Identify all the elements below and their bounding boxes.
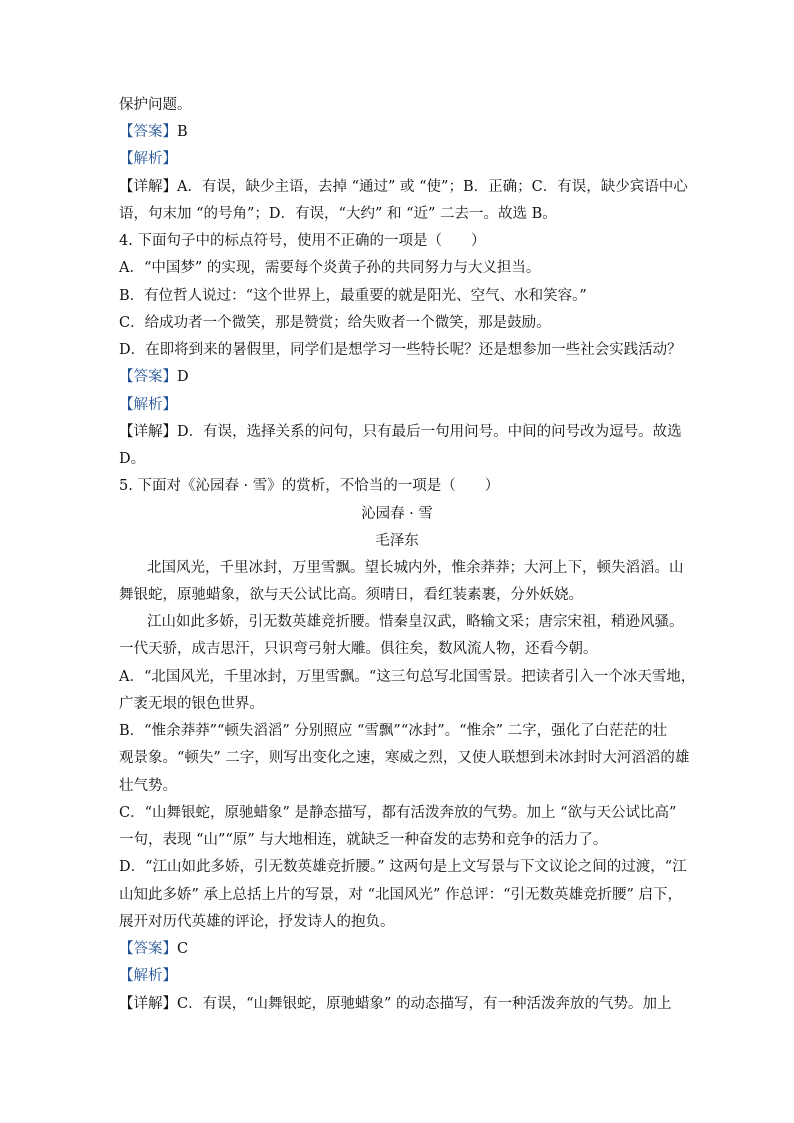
text-line: 一句，表现 “山”“原” 与大地相连，就缺乏一种奋发的志势和竞争的活力了。	[119, 832, 608, 848]
option-c: C．给成功者一个微笑，那是赞赏；给失败者一个微笑，那是鼓励。	[119, 315, 551, 331]
analysis-label: 【解析】	[119, 151, 177, 167]
detail-text: C．有误，“山舞银蛇，原驰蜡象” 的动态描写，有一种活泼奔放的气势。加上	[177, 996, 672, 1012]
text-line: 观景象。“顿失” 二字，则写出变化之速，寒威之烈，又使人联想到未冰封时大河滔滔的雄	[119, 750, 690, 766]
option-d: D．在即将到来的暑假里，同学们是想学习一些特长呢？还是想参加一些社会实践活动？	[119, 342, 682, 358]
option-a: A．“中国梦” 的实现，需要每个炎黄子孙的共同努力与大义担当。	[119, 260, 541, 276]
text-line: 语，句末加 “的号角”；D．有误，“大约” 和 “近” 二去一。故选 B。	[119, 206, 557, 222]
answer-line	[119, 121, 188, 143]
poem-author: 毛泽东	[375, 533, 419, 549]
analysis-label: 【解析】	[119, 397, 177, 413]
answer-line	[119, 938, 188, 960]
answer-label: 【答案】	[119, 941, 177, 957]
poem-line: 一代天骄，成吉思汗，只识弯弓射大雕。俱往矣，数风流人物，还看今朝。	[119, 641, 598, 657]
detail-text: D．有误，选择关系的问句，只有最后一句用问号。中间的问号改为逗号。故选	[177, 424, 682, 440]
detail-label: 【详解】	[119, 996, 177, 1012]
answer-value: B	[177, 124, 188, 140]
detail-line	[119, 421, 682, 443]
text-line: 山知此多娇” 承上总括上片的写景，对 “北国风光” 作总评：“引无数英雄竞折腰” 启下，	[119, 887, 682, 903]
text-line: D。	[119, 451, 146, 467]
answer-line	[119, 366, 189, 388]
option-b: B．有位哲人说过：“这个世界上，最重要的就是阳光、空气、水和笑容。”	[119, 288, 587, 304]
answer-value: C	[177, 941, 189, 957]
detail-label: 【详解】	[119, 424, 177, 440]
detail-text: A．有误，缺少主语，去掉 “通过” 或 “使”；B．正确；C．有误，缺少宾语中心	[177, 179, 688, 195]
question-line: 5. 下面对《沁园春 · 雪》的赏析，不恰当的一项是（ ）	[119, 478, 500, 494]
option-a: A．“北国风光，千里冰封，万里雪飘。“这三句总写北国雪景。把读者引入一个冰天雪地，	[119, 669, 696, 685]
detail-line	[119, 176, 688, 198]
option-c: C．“山舞银蛇，原驰蜡象” 是静态描写，都有活泼奔放的气势。加上 “欲与天公试比高”	[119, 805, 677, 821]
poem-line: 北国风光，千里冰封，万里雪飘。望长城内外，惟余莽莽；大河上下，顿失滔滔。山	[147, 560, 684, 576]
answer-label: 【答案】	[119, 369, 177, 385]
text-line: 保护问题。	[119, 97, 192, 113]
text-line: 广袤无垠的银色世界。	[119, 696, 264, 712]
detail-line	[119, 993, 672, 1015]
option-d: D．“江山如此多娇，引无数英雄竞折腰。” 这两句是上文写景与下文议论之间的过渡，“江	[119, 859, 687, 875]
analysis-label: 【解析】	[119, 968, 177, 984]
text-line: 壮气势。	[119, 778, 177, 794]
poem-title: 沁园春 · 雪	[361, 506, 433, 522]
answer-label: 【答案】	[119, 124, 177, 140]
question-line: 4. 下面句子中的标点符号，使用不正确的一项是（ ）	[119, 233, 486, 249]
answer-value: D	[177, 369, 189, 385]
detail-label: 【详解】	[119, 179, 177, 195]
poem-line: 舞银蛇，原驰蜡象，欲与天公试比高。须晴日，看红装素裹，分外妖娆。	[119, 587, 583, 603]
text-line: 展开对历代英雄的评论，抒发诗人的抱负。	[119, 914, 395, 930]
poem-line: 江山如此多娇，引无数英雄竞折腰。惜秦皇汉武，略输文采；唐宗宋祖，稍逊风骚。	[147, 614, 684, 630]
option-b: B．“惟余莽莽”“顿失滔滔” 分别照应 “雪飘”“冰封”。“惟余” 二字，强化了白茫茫的壮	[119, 723, 668, 739]
